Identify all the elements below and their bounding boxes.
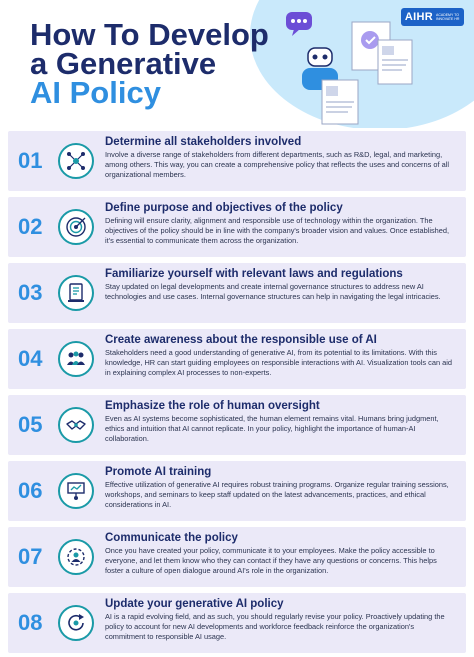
robot-chat-document-icon: [282, 10, 422, 128]
step-body: [105, 201, 455, 246]
step-text: Even as AI systems become sophisticated, the human element remains vital. Humans bring judgment, ethics and intuition that AI cannot replicate. In your policy, highlight the importance of human-AI collaboration.: [105, 414, 439, 443]
step-text: Stay updated on legal developments and create internal governance structures to address new AI technologies and use cases. Internal governance structures can help in navigating the legal intricacies.: [105, 282, 441, 301]
header: [0, 0, 474, 128]
step-text: Effective utilization of generative AI requires robust training programs. Organize regular training sessions, workshops, and seminars to keep staff updated on the latest advancements, practices, and ethical considerations in AI.: [105, 480, 449, 509]
step-body: [105, 333, 455, 378]
logo-subtext: ACADEMY TO INNOVATE HR: [436, 13, 460, 21]
page-title: [30, 17, 269, 110]
step-number: 01: [18, 148, 43, 173]
training-presentation-icon: [58, 473, 94, 509]
step-number: 02: [18, 214, 43, 239]
handshake-icon: [58, 407, 94, 443]
step-card-01: [8, 131, 466, 191]
step-number: 04: [18, 346, 43, 371]
step-text: Defining will ensure clarity, alignment and responsible use of technology within the organization. The objectives of the policy should be in line with the company's broader vision and values. Once established, it's essential to communicate them across the organization.: [105, 216, 450, 245]
step-title: Promote AI training: [105, 466, 212, 478]
step-text: Stakeholders need a good understanding of generative AI, from its potential to its limitations. With this knowledge, HR can start guiding employees on responsible interactions with AI. Visualization tools can aid in explaining complex AI processes to non-experts.: [105, 348, 453, 377]
aihr-logo: [401, 8, 464, 26]
step-number: 05: [18, 412, 43, 437]
step-title: Familiarize yourself with relevant laws and regulations: [105, 268, 403, 280]
step-text: Once you have created your policy, communicate it to your employees. Make the policy accessible to everyone, and let them know who they can contact if they have any questions or concerns. This helps foster a culture of open dialogue around AI's role in the organization.: [105, 546, 437, 575]
step-card-07: [8, 527, 466, 587]
title-line-3: AI Policy: [30, 75, 161, 110]
step-number: 08: [18, 610, 43, 635]
title-line-1: How To Develop: [30, 17, 269, 52]
step-body: [105, 597, 455, 642]
step-title: Create awareness about the responsible use of AI: [105, 334, 377, 346]
step-body: [105, 267, 455, 302]
step-number: 07: [18, 544, 43, 569]
step-number: 03: [18, 280, 43, 305]
step-title: Define purpose and objectives of the policy: [105, 202, 343, 214]
step-card-02: [8, 197, 466, 257]
title-line-2: a Generative: [30, 46, 217, 81]
target-objectives-icon: [58, 209, 94, 245]
step-title: Communicate the policy: [105, 532, 238, 544]
step-card-08: [8, 593, 466, 653]
step-body: [105, 465, 455, 510]
update-cycle-icon: [58, 605, 94, 641]
step-text: Involve a diverse range of stakeholders from different departments, such as R&D, legal, and marketing, among others. This way, you can create a comprehensive policy that reflects the uses and concerns of all organizational members.: [105, 150, 449, 179]
step-title: Determine all stakeholders involved: [105, 136, 302, 148]
stakeholders-network-icon: [58, 143, 94, 179]
legal-document-icon: [58, 275, 94, 311]
step-card-04: [8, 329, 466, 389]
step-body: [105, 531, 455, 576]
step-text: AI is a rapid evolving field, and as such, you should regularly revise your policy. Proactively updating the policy to account for new AI developments and workforce feedback reinforce the organization's commitment to responsible AI usage.: [105, 612, 445, 641]
step-card-06: [8, 461, 466, 521]
people-group-icon: [58, 341, 94, 377]
step-title: Update your generative AI policy: [105, 598, 284, 610]
step-title: Emphasize the role of human oversight: [105, 400, 320, 412]
step-body: [105, 399, 455, 444]
step-card-05: [8, 395, 466, 455]
step-body: [105, 135, 455, 180]
logo-text: AIHR: [404, 11, 433, 23]
communication-icon: [58, 539, 94, 575]
step-card-03: [8, 263, 466, 323]
step-number: 06: [18, 478, 43, 503]
